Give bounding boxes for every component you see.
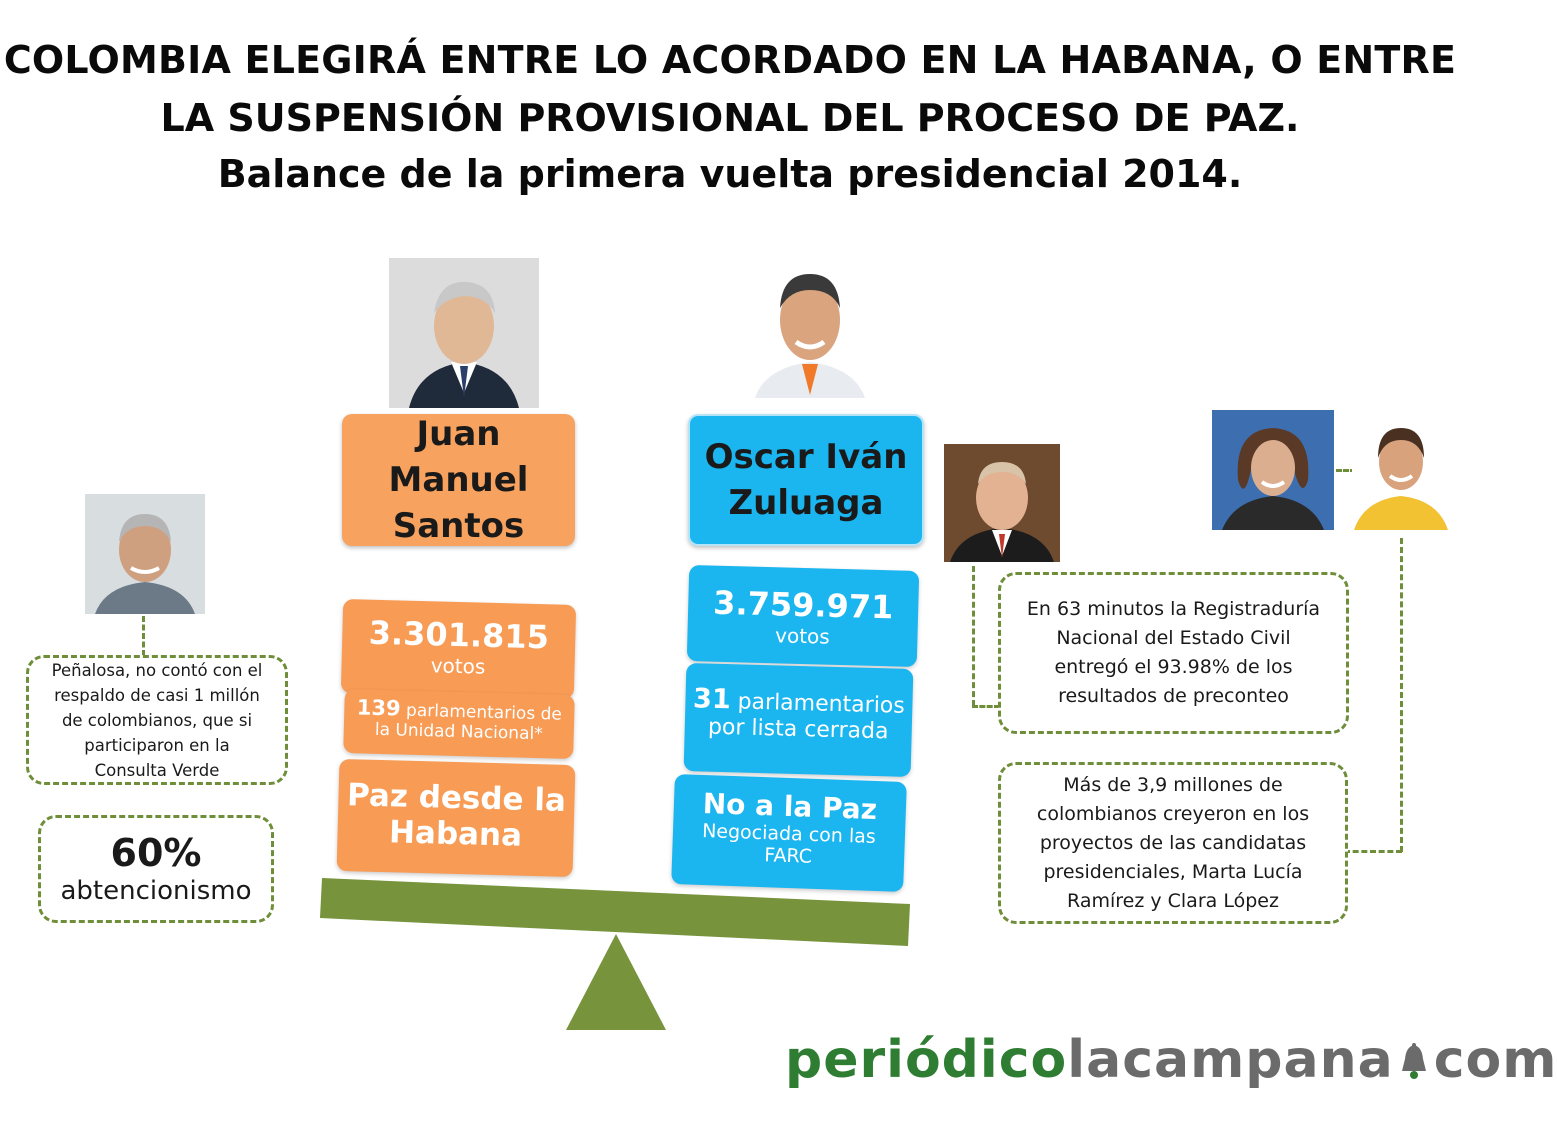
santos-parliament-text-2: la Unidad Nacional* [374,719,543,745]
zuluaga-parliament-text-1: parlamentarios [737,689,906,719]
santos-name-line-3: Santos [392,506,525,546]
zuluaga-votes: 3.759.971 [712,583,894,627]
registraduria-line-3: entregó el 93.98% de los [1054,656,1293,678]
penalosa-connector [142,616,145,656]
marta-lucia-photo [1212,410,1334,530]
santos-votes: 3.301.815 [368,613,550,657]
zuluaga-parliament-box [684,663,914,777]
penalosa-photo [84,494,206,614]
zuluaga-parliament-count: 31 [692,683,732,716]
zuluaga-photo [750,250,870,398]
penalosa-line-5: Consulta Verde [94,760,220,780]
registraduria-line-1: En 63 minutos la Registraduría [1026,598,1321,620]
abstention-label: abtencionismo [60,876,252,906]
santos-position-line-2: Habana [388,814,523,854]
santos-name-line-2: Manuel [388,460,529,500]
zuluaga-votes-box [687,565,919,667]
clara-lopez-photo [1352,410,1450,530]
zuluaga-votes-label: votos [774,623,831,649]
brand-part-1: periódico [785,1030,1068,1090]
santos-name-line-1: Juan [416,414,501,454]
zuluaga-name-box [688,414,924,546]
candidatas-line-3: proyectos de las candidatas [1039,831,1307,854]
registrador-connector-h [972,705,1000,708]
santos-votes-label: votos [430,653,486,679]
brand-part-3: com [1433,1030,1557,1090]
santos-parliament-count: 139 [356,695,401,721]
registraduria-line-4: resultados de preconteo [1058,685,1289,707]
penalosa-info-box [26,655,288,785]
penalosa-line-4: participaron en la [84,735,230,755]
candidatas-line-5: Ramírez y Clara López [1067,889,1279,912]
abstention-box [38,815,274,923]
santos-votes-box [341,599,576,699]
zuluaga-name-line-1: Oscar Iván [704,437,908,477]
santos-parliament-box [343,689,575,759]
zuluaga-position-line-3: FARC [763,844,813,868]
zuluaga-position-line-1: No a la Paz [702,786,878,827]
registrador-connector-v [972,566,975,706]
penalosa-line-1: Peñalosa, no contó con el [51,660,263,680]
scale-beam [320,878,910,946]
santos-parliament-text-1: parlamentarios de [405,700,563,725]
penalosa-line-3: de colombianos, que si [61,710,253,730]
registraduria-info-box [998,572,1349,734]
candidatas-info-box [998,762,1348,924]
zuluaga-position-line-2: Negociada con las [701,819,877,849]
balance-scale [300,860,940,1040]
zuluaga-parliament-text-2: por lista cerrada [707,714,889,745]
registrador-photo [944,444,1060,562]
brand-logo [785,1030,1557,1090]
bell-icon [1394,1041,1434,1081]
santos-name-box [342,414,575,546]
candidatas-line-2: colombianos creyeron en los [1036,802,1310,825]
registraduria-line-2: Nacional del Estado Civil [1056,627,1291,649]
abstention-value: 60% [110,831,202,875]
scale-fulcrum [566,934,666,1030]
santos-photo [388,258,540,408]
candidatas-connector-h [1344,850,1402,853]
candidatas-connector-v [1400,538,1403,852]
title-line-1: COLOMBIA ELEGIRÁ ENTRE LO ACORDADO EN LA HABANA, O ENTRE [3,38,1457,82]
penalosa-line-2: respaldo de casi 1 millón [54,685,260,705]
candidatas-line-4: presidenciales, Marta Lucía [1043,860,1303,883]
zuluaga-name-line-2: Zuluaga [728,483,884,523]
brand-part-2: lacampana [1067,1030,1394,1090]
title-line-2: LA SUSPENSIÓN PROVISIONAL DEL PROCESO DE PAZ. [160,96,1300,140]
santos-position-line-1: Paz desde la [346,777,567,819]
candidatas-line-1: Más de 3,9 millones de [1063,773,1283,796]
title-line-3: Balance de la primera vuelta presidencial 2014. [217,152,1243,196]
